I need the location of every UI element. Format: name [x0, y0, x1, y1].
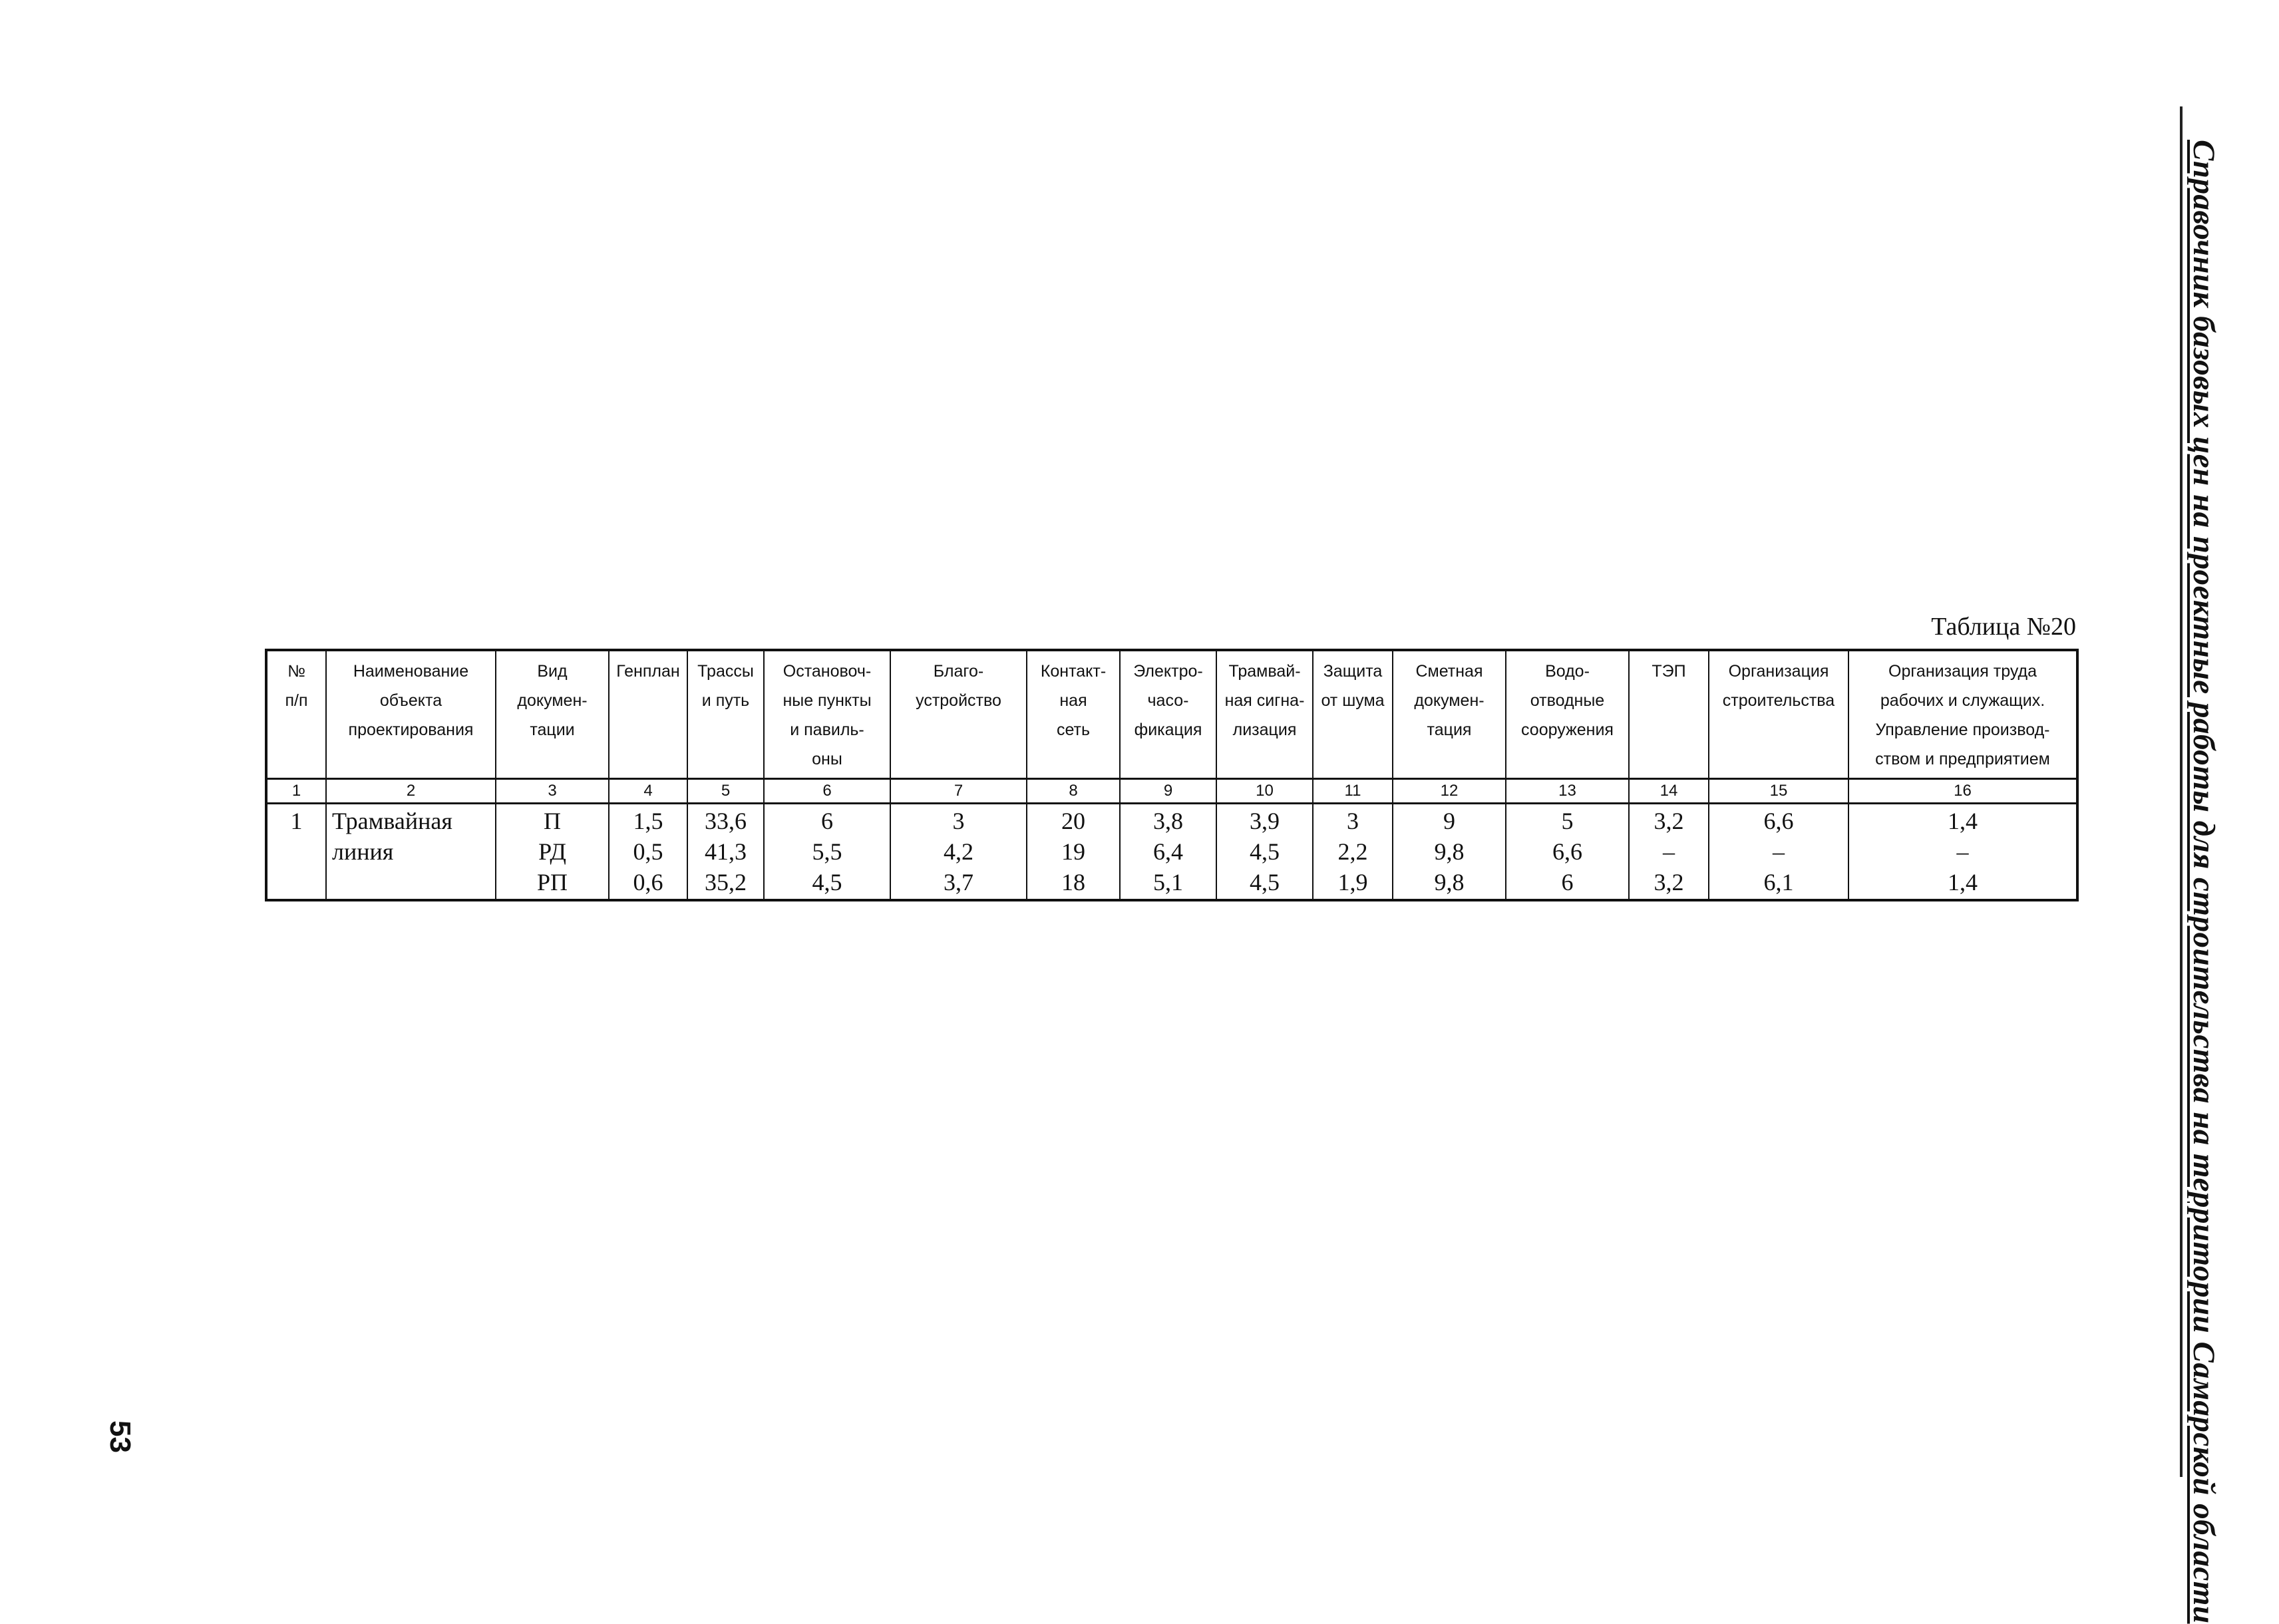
table-cell: 5	[1506, 804, 1629, 837]
column-number: 8	[1027, 779, 1120, 804]
header-cell: Трассы и путь	[687, 650, 764, 779]
row-number	[266, 867, 326, 900]
table-cell: 6,1	[1709, 867, 1848, 900]
header-cell: № п/п	[266, 650, 326, 779]
doc-type: П	[496, 804, 609, 837]
object-name: линия	[326, 836, 496, 867]
table-cell: 4,5	[764, 867, 890, 900]
running-head: Справочник базовых цен на проектные работы для строительства на территории Самарской области	[2187, 140, 2221, 1624]
table-cell: –	[1709, 836, 1848, 867]
column-number: 10	[1216, 779, 1313, 804]
column-number: 3	[496, 779, 609, 804]
table-cell: 3,9	[1216, 804, 1313, 837]
column-number: 11	[1313, 779, 1393, 804]
header-cell: Остановоч- ные пункты и павиль- оны	[764, 650, 890, 779]
header-cell: Электро- часо- фикация	[1120, 650, 1216, 779]
table-cell: 0,6	[609, 867, 687, 900]
column-number: 13	[1506, 779, 1629, 804]
table-cell: 4,2	[890, 836, 1027, 867]
header-cell: Защита от шума	[1313, 650, 1393, 779]
table-cell: 3,2	[1629, 804, 1709, 837]
object-name	[326, 867, 496, 900]
table-cell: 2,2	[1313, 836, 1393, 867]
running-head-rule	[2180, 106, 2183, 1477]
object-name: Трамвайная	[326, 804, 496, 837]
table-cell: 1,9	[1313, 867, 1393, 900]
table-cell: 3,2	[1629, 867, 1709, 900]
header-cell: ТЭП	[1629, 650, 1709, 779]
table-cell: 3,7	[890, 867, 1027, 900]
table-cell: 33,6	[687, 804, 764, 837]
table-cell: –	[1848, 836, 2077, 867]
column-number-row	[266, 779, 2077, 804]
table-row	[266, 836, 2077, 867]
header-cell: Сметная докумен- тация	[1393, 650, 1506, 779]
row-number	[266, 836, 326, 867]
table-cell: 6,4	[1120, 836, 1216, 867]
table-cell: 0,5	[609, 836, 687, 867]
column-number: 9	[1120, 779, 1216, 804]
table-cell: 5,1	[1120, 867, 1216, 900]
column-number: 6	[764, 779, 890, 804]
table-cell: 1,5	[609, 804, 687, 837]
table-cell: 5,5	[764, 836, 890, 867]
header-cell: Водо- отводные сооружения	[1506, 650, 1629, 779]
table-cell: 6,6	[1506, 836, 1629, 867]
header-cell: Трамвай- ная сигна- лизация	[1216, 650, 1313, 779]
table-cell: 9,8	[1393, 867, 1506, 900]
table-cell: 6	[1506, 867, 1629, 900]
table-cell: 3,8	[1120, 804, 1216, 837]
row-number: 1	[266, 804, 326, 837]
header-cell: Организация строительства	[1709, 650, 1848, 779]
table-cell: –	[1629, 836, 1709, 867]
column-number: 7	[890, 779, 1027, 804]
table-cell: 19	[1027, 836, 1120, 867]
table-cell: 9,8	[1393, 836, 1506, 867]
table-cell: 41,3	[687, 836, 764, 867]
column-number: 5	[687, 779, 764, 804]
column-number: 4	[609, 779, 687, 804]
table-cell: 4,5	[1216, 836, 1313, 867]
table-header-row	[266, 650, 2077, 779]
header-cell: Благо- устройство	[890, 650, 1027, 779]
price-table	[265, 649, 2079, 901]
header-cell: Вид докумен- тации	[496, 650, 609, 779]
column-number: 15	[1709, 779, 1848, 804]
column-number: 12	[1393, 779, 1506, 804]
table-cell: 18	[1027, 867, 1120, 900]
header-cell: Контакт- ная сеть	[1027, 650, 1120, 779]
column-number: 1	[266, 779, 326, 804]
table-cell: 1,4	[1848, 867, 2077, 900]
table-cell: 4,5	[1216, 867, 1313, 900]
table-cell: 6,6	[1709, 804, 1848, 837]
column-number: 14	[1629, 779, 1709, 804]
table-cell: 6	[764, 804, 890, 837]
doc-type: РД	[496, 836, 609, 867]
table-cell: 3	[890, 804, 1027, 837]
table-cell: 35,2	[687, 867, 764, 900]
table-cell: 9	[1393, 804, 1506, 837]
column-number: 16	[1848, 779, 2077, 804]
header-cell: Наименование объекта проектирования	[326, 650, 496, 779]
page-number: 53	[104, 1420, 136, 1453]
table-row	[266, 804, 2077, 837]
table-cell: 20	[1027, 804, 1120, 837]
header-cell: Организация труда рабочих и служащих. Управление производ- ством и предприятием	[1848, 650, 2077, 779]
table-cell: 1,4	[1848, 804, 2077, 837]
header-cell: Генплан	[609, 650, 687, 779]
table-row	[266, 867, 2077, 900]
table-caption: Таблица №20	[1931, 613, 2076, 641]
column-number: 2	[326, 779, 496, 804]
doc-type: РП	[496, 867, 609, 900]
table-cell: 3	[1313, 804, 1393, 837]
